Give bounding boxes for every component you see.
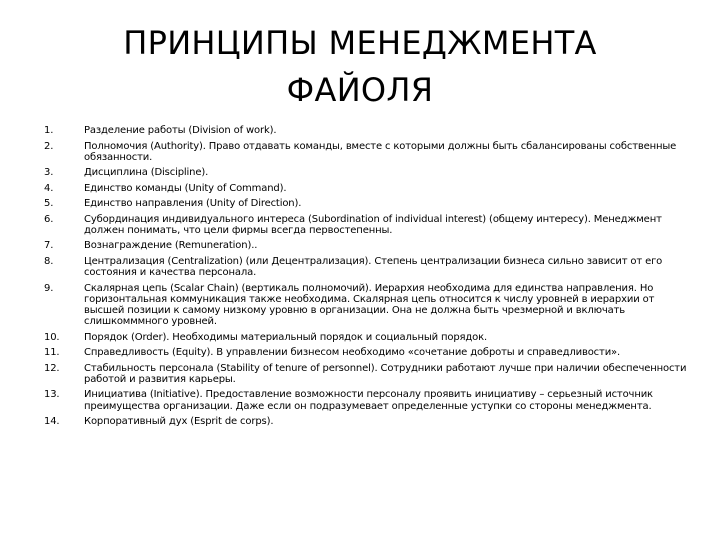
list-item: [44, 389, 689, 411]
item-text: Разделение работы (Division of work).: [84, 125, 277, 136]
item-text: Единство направления (Unity of Direction).: [84, 198, 302, 210]
item-number: 3.: [44, 167, 54, 179]
item-text: Централизация (Centralization) (или Децентрализация). Степень централизации бизнеса сильно зависит от его состояния и качества персонала.: [84, 255, 663, 279]
list-item: [44, 125, 689, 136]
list-item: [44, 332, 689, 343]
item-number: 6.: [44, 213, 54, 225]
item-number: 13.: [44, 389, 60, 401]
slide-title: [60, 20, 660, 114]
list-item: [44, 363, 689, 385]
item-text: Скалярная цепь (Scalar Chain) (вертикаль полномочий). Иерархия необходима для единства направления. Но горизонтальная коммуникация также необходима. Скалярная цепь относится к числу уровней в иерархии от высшей позиции к самому низкому уровню в организации. Она не должна быть чрезмерной и включать слишкомммного уровней.: [84, 282, 655, 328]
list-item: [44, 256, 689, 278]
item-number: 4.: [44, 182, 54, 194]
item-text: Стабильность персонала (Stability of tenure of personnel). Сотрудники работают лучше при наличии обеспеченности работой и развития карьеры.: [84, 362, 687, 385]
item-number: 9.: [44, 282, 54, 294]
list-item: [44, 198, 689, 209]
item-number: 7.: [44, 240, 54, 252]
title-line-1: ПРИНЦИПЫ МЕНЕДЖМЕНТА: [123, 24, 597, 62]
item-number: 1.: [44, 125, 54, 136]
item-number: 10.: [44, 331, 60, 343]
item-text: Единство команды (Unity of Command).: [84, 182, 287, 194]
item-text: Справедливость (Equity). В управлении бизнесом необходимо «сочетание доброты и справедливости».: [84, 347, 621, 359]
item-number: 11.: [44, 347, 60, 359]
list-item: [44, 214, 689, 236]
list-item: [44, 240, 689, 251]
item-number: 14.: [44, 416, 60, 428]
item-text: Полномочия (Authority). Право отдавать команды, вместе с которыми должны быть сбалансированы собственные обязанности.: [84, 140, 677, 163]
item-text: Дисциплина (Discipline).: [84, 167, 209, 179]
item-text: Корпоративный дух (Esprit de corps).: [84, 416, 274, 428]
item-number: 12.: [44, 362, 60, 374]
item-text: Инициатива (Initiative). Предоставление возможности персоналу проявить инициативу – серьезный источник преимущества организации. Даже если он подразумевает определенные уступки со стороны менеджмента.: [84, 389, 653, 412]
item-text: Порядок (Order). Необходимы материальный порядок и социальный порядок.: [84, 331, 488, 343]
list-item: [44, 347, 689, 358]
list-item: [44, 416, 689, 427]
principles-list: [44, 125, 689, 432]
list-item: [44, 283, 689, 328]
list-item: [44, 167, 689, 178]
item-text: Вознаграждение (Remuneration)..: [84, 240, 258, 252]
title-line-2: ФАЙОЛЯ: [286, 71, 434, 109]
item-number: 8.: [44, 255, 54, 267]
item-number: 2.: [44, 140, 54, 152]
list-item: [44, 183, 689, 194]
item-number: 5.: [44, 198, 54, 210]
list-item: [44, 141, 689, 163]
item-text: Субординация индивидуального интереса (Subordination of individual interest) (общему интересу). Менеджмент должен понимать, что цели фирмы всегда первостепенны.: [84, 213, 662, 236]
